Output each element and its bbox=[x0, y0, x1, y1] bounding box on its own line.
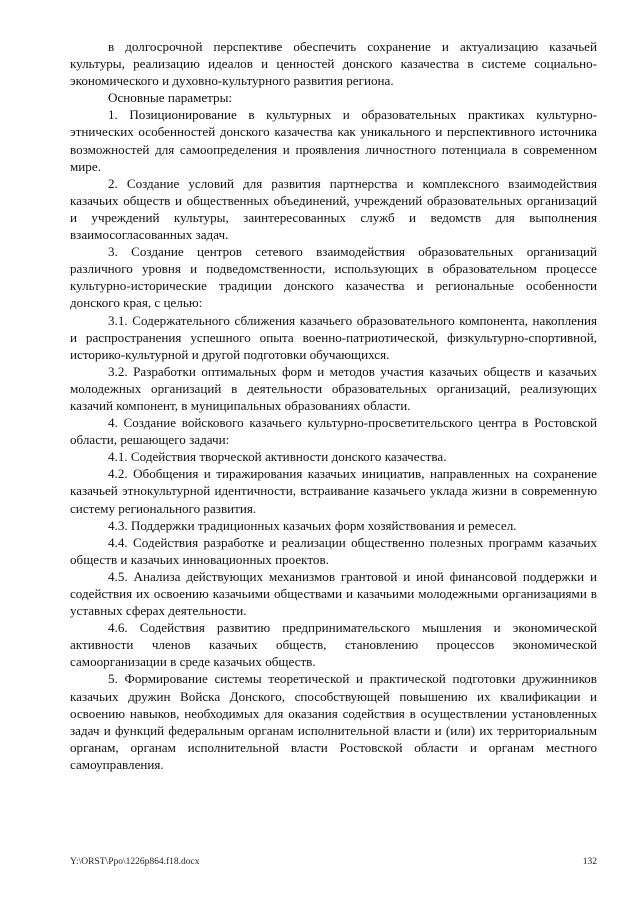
paragraph-item-3-1: 3.1. Содержательного сближения казачьего образовательного компонента, накопления и распространения успешного опыта военно-патриотической, физкультурно-спортивной, историко-культурной и другой подготовки обучающихся. bbox=[70, 312, 597, 362]
paragraph-item-5: 5. Формирование системы теоретической и практической подготовки дружинников казачьих дружин Войска Донского, способствующей повышению их квалификации и освоению навыков, необходимых для оказания содействия в осуществлении установленных задач и функций федеральным органам исполнительной власти и (или) их территориальным органам, органам исполнительной власти Ростовской области и органам местного самоуправления. bbox=[70, 671, 597, 772]
page-footer bbox=[70, 857, 597, 871]
document-body bbox=[70, 38, 597, 773]
paragraph-item-3: 3. Создание центров сетевого взаимодействия образовательных организаций различного уровня и подведомственности, использующих в образовательном процессе культурно-исторические традиции донского казачества и региональные особенности донского края, с целью: bbox=[70, 244, 597, 311]
page-number: 132 bbox=[582, 857, 597, 867]
paragraph-item-2: 2. Создание условий для развития партнерства и комплексного взаимодействия казачьих обществ и общественных объединений, учреждений образовательных организаций и учреждений культуры, заинтересованных служб и ведомств для выполнения взаимосогласованных задач. bbox=[70, 175, 597, 243]
paragraph-item-4-5: 4.5. Анализа действующих механизмов грантовой и иной финансовой поддержки и содействия их освоению казачьими обществами и казачьими молодежными организациями в уставных сферах деятельности. bbox=[70, 568, 597, 619]
file-path: Y:\ORST\Ppo\1226p864.f18.docx bbox=[70, 857, 200, 867]
paragraph-item-3-2: 3.2. Разработки оптимальных форм и методов участия казачьих обществ и казачьих молодежных организаций в деятельности образовательных организаций, реализующих казачий компонент, в муниципальных образованиях области. bbox=[70, 363, 597, 413]
paragraph-item-4-6: 4.6. Содействия развитию предпринимательского мышления и экономической активности членов казачьих обществ, становлению процессов экономической самоорганизации в среде казачьих обществ. bbox=[70, 620, 597, 670]
paragraph-item-4: 4. Создание войскового казачьего культурно-просветительского центра в Ростовской области, решающего задачи: bbox=[70, 415, 597, 448]
paragraph-intro: в долгосрочной перспективе обеспечить сохранение и актуализацию казачьей культуры, реализацию идеалов и ценностей донского казачества в системе социально-экономического и духовно-культурного развития региона. bbox=[70, 39, 597, 89]
paragraph-item-4-3: 4.3. Поддержки традиционных казачьих форм хозяйствования и ремесел. bbox=[108, 517, 517, 533]
paragraph-item-4-4: 4.4. Содействия разработке и реализации общественно полезных программ казачьих обществ и казачьих инновационных проектов. bbox=[70, 534, 597, 567]
paragraph-item-4-1: 4.1. Содействия творческой активности донского казачества. bbox=[108, 449, 447, 465]
paragraph-main-parameters: Основные параметры: bbox=[108, 90, 233, 106]
paragraph-item-4-2: 4.2. Обобщения и тиражирования казачьих инициатив, направленных на сохранение казачьей этнокультурной идентичности, встраивание казачьего уклада жизни в современную систему регионального развития. bbox=[70, 466, 597, 516]
paragraph-item-1: 1. Позиционирование в культурных и образовательных практиках культурно-этнических особенностей донского казачества как уникального и перспективного источника возможностей для самоопределения и проявления личностного потенциала в современном мире. bbox=[70, 107, 597, 174]
